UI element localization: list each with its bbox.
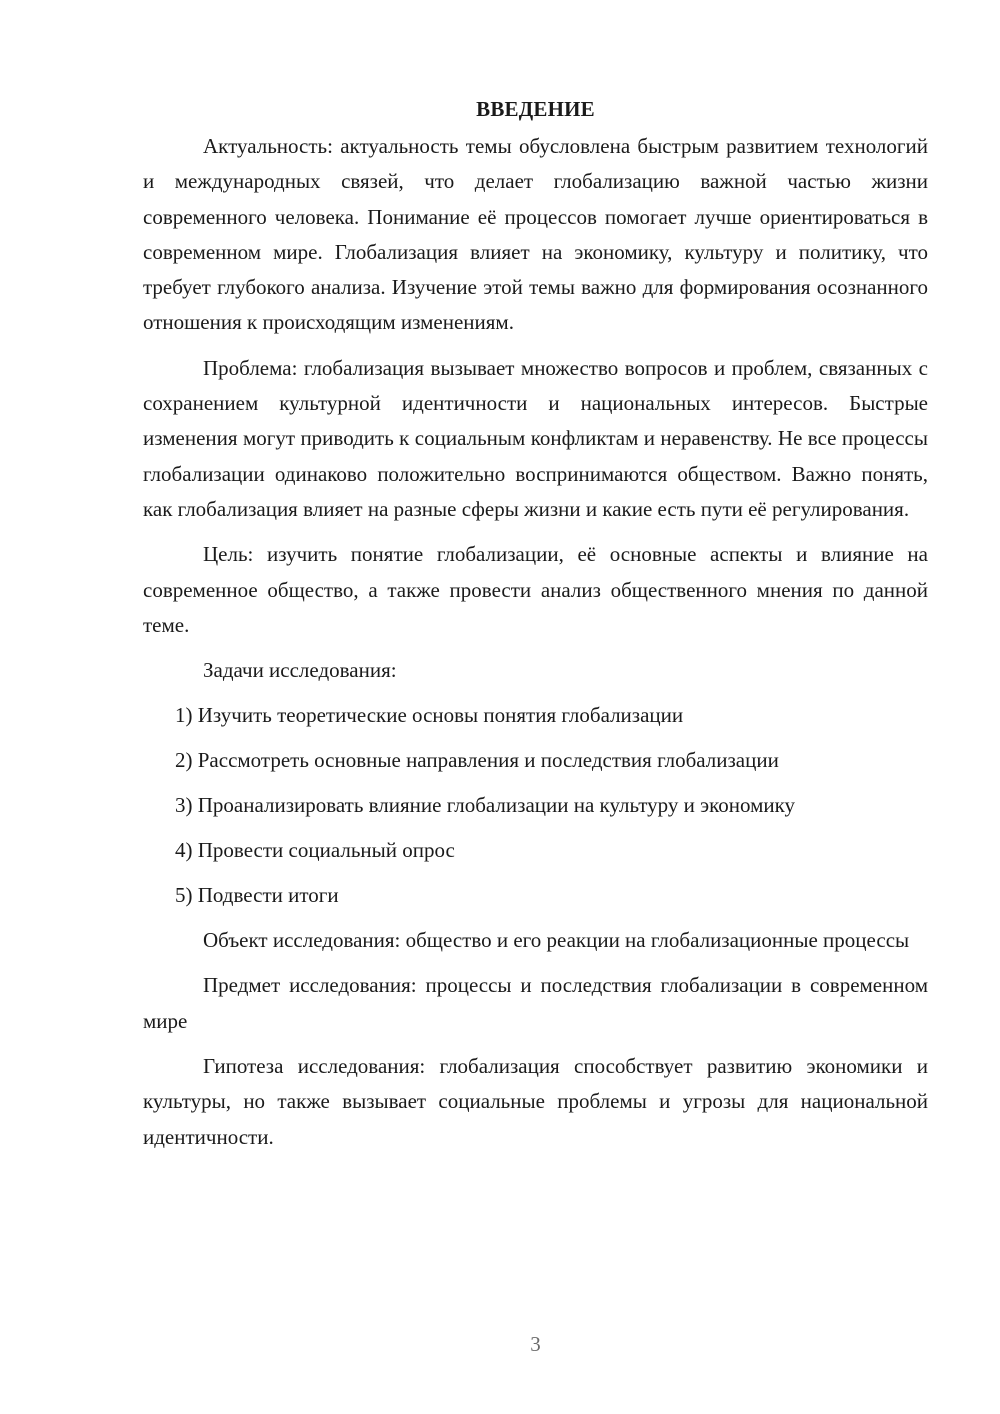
task-item: 1) Изучить теоретические основы понятия глобализации bbox=[175, 703, 684, 728]
paragraph-object: Объект исследования: общество и его реакции на глобализационные процессы bbox=[203, 928, 910, 953]
document-page bbox=[143, 92, 928, 1165]
paragraph-problem: Проблема: глобализация вызывает множество вопросов и проблем, связанных с сохранением культурной идентичности и национальных интересов. Быстрые изменения могут приводить к социальным конфликтам и неравенству. Не все процессы глобализации одинаково положительно воспринимаются обществом. Важно понять, как глобализация влияет на разные сферы жизни и какие есть пути её регулирования. bbox=[143, 355, 928, 521]
task-item: 5) Подвести итоги bbox=[175, 883, 339, 908]
document-title: ВВЕДЕНИЕ bbox=[476, 97, 595, 121]
page-number: 3 bbox=[530, 1332, 541, 1356]
task-item: 3) Проанализировать влияние глобализации на культуру и экономику bbox=[175, 793, 796, 818]
paragraph-goal: Цель: изучить понятие глобализации, её основные аспекты и влияние на современное общество, а также провести анализ общественного мнения по данной теме. bbox=[143, 542, 928, 637]
paragraph-subject: Предмет исследования: процессы и последствия глобализации в современном мире bbox=[143, 973, 928, 1033]
paragraph-relevance: Актуальность: актуальность темы обусловлена быстрым развитием технологий и международных связей, что делает глобализацию важной частью жизни современного человека. Понимание её процессов помогает лучше ориентироваться в современном мире. Глобализация влияет на экономику, культуру и политику, что требует глубокого анализа. Изучение этой темы важно для формирования осознанного отношения к происходящим изменениям. bbox=[143, 134, 928, 335]
tasks-heading: Задачи исследования: bbox=[203, 658, 397, 683]
task-item: 4) Провести социальный опрос bbox=[175, 838, 455, 863]
tasks-list bbox=[143, 698, 928, 913]
task-item: 2) Рассмотреть основные направления и последствия глобализации bbox=[175, 748, 779, 773]
paragraph-hypothesis: Гипотеза исследования: глобализация способствует развитию экономики и культуры, но также вызывает социальные проблемы и угрозы для национальной идентичности. bbox=[143, 1054, 928, 1149]
